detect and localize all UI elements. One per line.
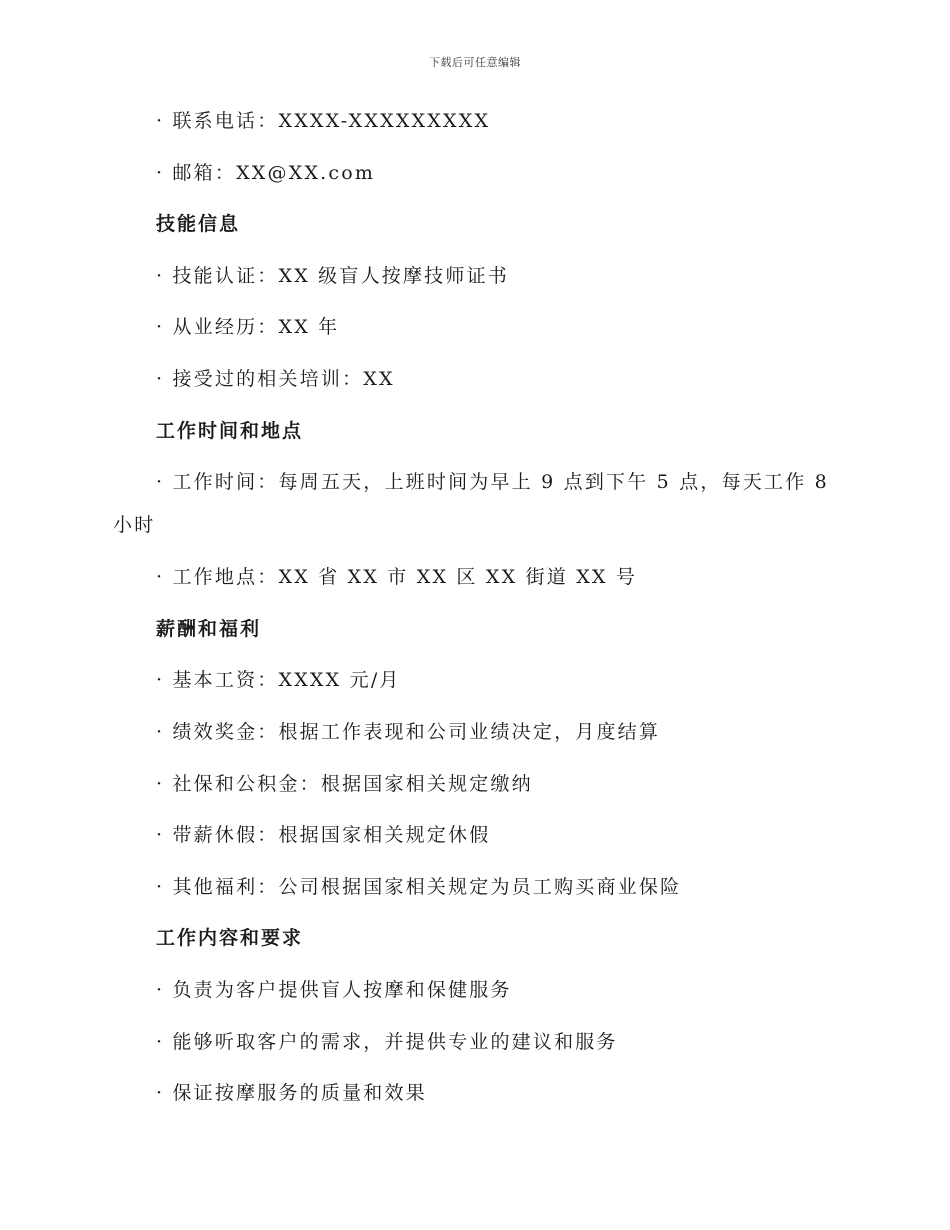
other-benefits-item: · 其他福利：公司根据国家相关规定为员工购买商业保险 [156, 875, 682, 898]
section-heading-compensation: 薪酬和福利 [156, 617, 262, 640]
work-hours-item: · 工作时间：每周五天，上班时间为早上 9 点到下午 5 点，每天工作 8 小时 [113, 471, 829, 537]
training-item: · 接受过的相关培训：XX [156, 367, 395, 390]
duty-item-quality: · 保证按摩服务的质量和效果 [156, 1082, 427, 1105]
document-body [113, 108, 838, 1132]
social-insurance-item: · 社保和公积金：根据国家相关规定缴纳 [156, 772, 533, 795]
section-heading-time-location: 工作时间和地点 [156, 419, 304, 442]
work-experience-item: · 从业经历：XX 年 [156, 316, 340, 339]
duty-item-service: · 负责为客户提供盲人按摩和保健服务 [156, 978, 512, 1001]
section-heading-skills: 技能信息 [156, 213, 241, 236]
contact-phone-item: · 联系电话：XXXX-XXXXXXXXX [156, 110, 491, 132]
email-item: · 邮箱：XX@XX.com [156, 161, 376, 184]
base-salary-item: · 基本工资：XXXX 元/月 [156, 669, 401, 692]
duty-item-listen: · 能够听取客户的需求，并提供专业的建议和服务 [156, 1030, 618, 1053]
skill-certification-item: · 技能认证：XX 级盲人按摩技师证书 [156, 264, 509, 287]
section-heading-duties: 工作内容和要求 [156, 927, 304, 950]
work-location-item: · 工作地点：XX 省 XX 市 XX 区 XX 街道 XX 号 [156, 566, 638, 589]
paid-leave-item: · 带薪休假：根据国家相关规定休假 [156, 824, 491, 847]
performance-bonus-item: · 绩效奖金：根据工作表现和公司业绩决定，月度结算 [156, 720, 661, 743]
page-header-note: 下载后可任意编辑 [429, 56, 521, 69]
